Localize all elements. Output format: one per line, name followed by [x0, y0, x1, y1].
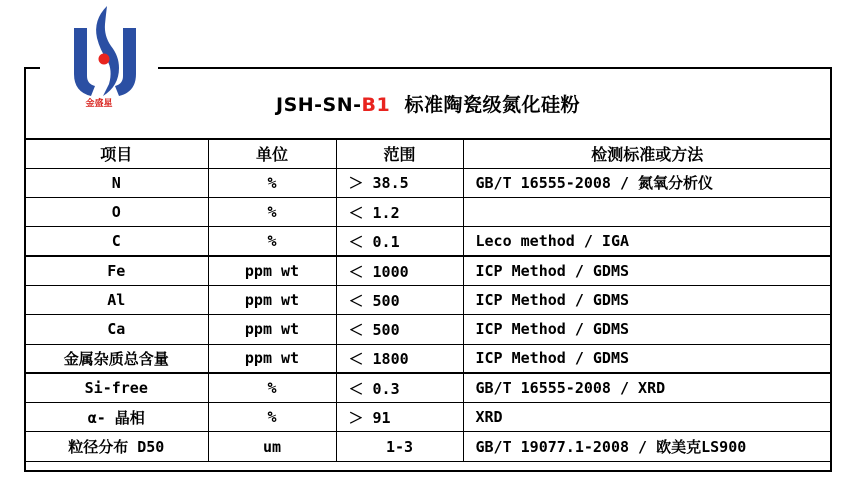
cell-range: ＞ 91: [336, 403, 463, 432]
cell-unit: ppm wt: [208, 344, 336, 373]
cell-range: ＜ 1800: [336, 344, 463, 373]
cell-unit: ppm wt: [208, 256, 336, 285]
cell-method: ICP Method / GDMS: [463, 256, 831, 285]
cell-unit: %: [208, 198, 336, 227]
cell-method: [463, 198, 831, 227]
header-unit: 单位: [208, 139, 336, 168]
cell-range: ＜ 0.1: [336, 227, 463, 256]
cell-unit: um: [208, 432, 336, 461]
cell-item: 粒径分布 D50: [25, 432, 208, 461]
cell-item: O: [25, 198, 208, 227]
table-row: [25, 285, 831, 314]
cell-item: Fe: [25, 256, 208, 285]
cell-method: GB/T 19077.1-2008 / 欧美克LS900: [463, 432, 831, 461]
table-row: [25, 344, 831, 373]
cell-range: ＞ 38.5: [336, 168, 463, 197]
cell-item: Ca: [25, 315, 208, 344]
table-header-row: [25, 139, 831, 168]
table-row: [25, 315, 831, 344]
table-row: [25, 403, 831, 432]
cell-unit: %: [208, 168, 336, 197]
cell-item: Si-free: [25, 373, 208, 402]
table-row: [25, 432, 831, 461]
logo-caption: 金盛星: [85, 99, 113, 109]
cell-method: ICP Method / GDMS: [463, 344, 831, 373]
cell-item: 金属杂质总含量: [25, 344, 208, 373]
title-code: B1: [361, 94, 391, 116]
cell-item: C: [25, 227, 208, 256]
title-prefix: JSH-SN-: [276, 94, 362, 116]
table-row: [25, 198, 831, 227]
header-range: 范围: [336, 139, 463, 168]
cell-unit: ppm wt: [208, 315, 336, 344]
header-method: 检测标准或方法: [463, 139, 831, 168]
cell-range: ＜ 500: [336, 285, 463, 314]
cell-method: Leco method / IGA: [463, 227, 831, 256]
spec-table: [25, 138, 831, 462]
cell-item: N: [25, 168, 208, 197]
table-row: [25, 256, 831, 285]
document-title: [26, 90, 830, 117]
cell-method: ICP Method / GDMS: [463, 315, 831, 344]
table-row: [25, 373, 831, 402]
cell-method: XRD: [463, 403, 831, 432]
header-item: 项目: [25, 139, 208, 168]
cell-range: ＜ 1000: [336, 256, 463, 285]
cell-range: ＜ 0.3: [336, 373, 463, 402]
table-row: [25, 168, 831, 197]
cell-unit: ppm wt: [208, 285, 336, 314]
cell-range: ＜ 1.2: [336, 198, 463, 227]
cell-unit: %: [208, 227, 336, 256]
cell-unit: %: [208, 373, 336, 402]
cell-method: GB/T 16555-2008 / XRD: [463, 373, 831, 402]
cell-range: ＜ 500: [336, 315, 463, 344]
table-row: [25, 227, 831, 256]
cell-range: 1-3: [336, 432, 463, 461]
cell-unit: %: [208, 403, 336, 432]
cell-method: GB/T 16555-2008 / 氮氧分析仪: [463, 168, 831, 197]
cell-item: α- 晶相: [25, 403, 208, 432]
cell-method: ICP Method / GDMS: [463, 285, 831, 314]
title-name: 标准陶瓷级氮化硅粉: [404, 94, 580, 116]
cell-item: Al: [25, 285, 208, 314]
